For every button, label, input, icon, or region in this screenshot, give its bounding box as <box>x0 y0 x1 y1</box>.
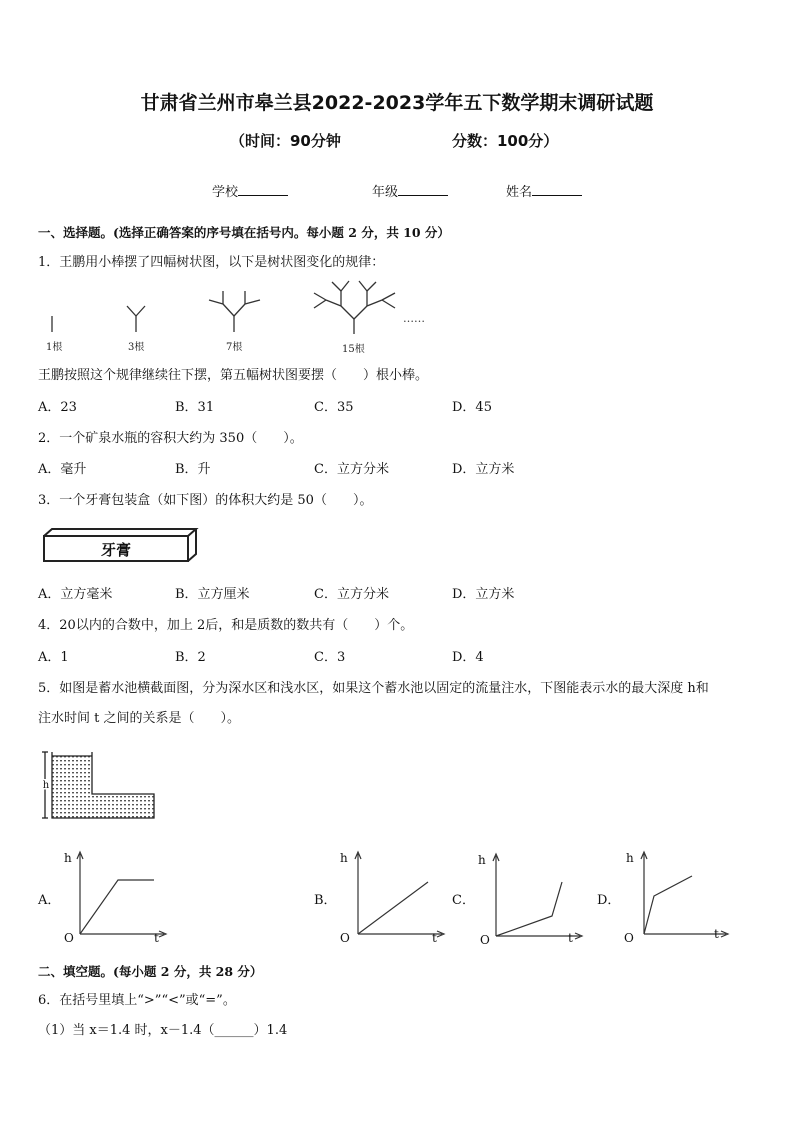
q4-option-a[interactable]: A．1 <box>38 650 69 665</box>
toothpaste-box-figure <box>40 526 202 566</box>
exam-title: 甘肃省兰州市皋兰县2022-2023学年五下数学期末调研试题 <box>140 92 654 114</box>
graph-b-origin: O <box>340 931 350 944</box>
exam-score: 分数：100分） <box>452 132 559 150</box>
q2-option-b[interactable]: B．升 <box>175 462 211 477</box>
section2-heading: 二、填空题。(每小题 2 分，共 28 分） <box>38 964 263 979</box>
q5-stem-line2: 注水时间 t 之间的关系是（ ）。 <box>38 711 240 726</box>
school-blank[interactable] <box>238 181 288 196</box>
q3-option-d[interactable]: D．立方米 <box>452 587 515 602</box>
q5-graph-d[interactable] <box>622 848 734 944</box>
graph-b-t-label: t <box>432 931 437 944</box>
q5-stem-line1: 5．如图是蓄水池横截面图，分为深水区和浅水区，如果这个蓄水池以固定的流量注水，下图能表示水的最大深度 h和 <box>38 681 709 696</box>
q3-option-c[interactable]: C．立方分米 <box>314 587 389 602</box>
graph-d-h-label: h <box>626 851 634 865</box>
tree4 <box>314 281 395 334</box>
q5-graph-c[interactable] <box>474 850 586 946</box>
q6-sub1[interactable]: （1）当 x＝1.4 时，x－1.4（______）1.4 <box>38 1023 288 1038</box>
q1-option-c[interactable]: C．35 <box>314 400 354 415</box>
tree-ellipsis: …… <box>403 312 425 325</box>
q6-stem: 6．在括号里填上“>”“<”或“=”。 <box>38 993 236 1008</box>
name-field[interactable] <box>506 181 582 200</box>
name-blank[interactable] <box>532 181 582 196</box>
q2-option-d[interactable]: D．立方米 <box>452 462 515 477</box>
q3-option-a[interactable]: A．立方毫米 <box>38 587 113 602</box>
tree2 <box>127 306 145 332</box>
graph-a-curve <box>80 880 154 934</box>
graph-d-t-label: t <box>714 927 719 941</box>
q4-option-b[interactable]: B．2 <box>175 650 206 665</box>
q1-question: 王鹏按照这个规律继续往下摆，第五幅树状图要摆（ ）根小棒。 <box>38 368 429 383</box>
q1-option-a[interactable]: A．23 <box>38 400 77 415</box>
grade-label: 年级 <box>372 185 399 200</box>
exam-time: （时间：90分钟 <box>230 132 341 150</box>
graph-a-t-label: t <box>154 931 159 944</box>
q1-option-d[interactable]: D．45 <box>452 400 492 415</box>
q5-option-c[interactable]: C． <box>452 893 475 908</box>
graph-d-curve <box>644 876 692 934</box>
q1-stem: 1．王鹏用小棒摆了四幅树状图，以下是树状图变化的规律： <box>38 255 385 270</box>
q5-option-a[interactable]: A． <box>38 893 61 908</box>
graph-a-origin: O <box>64 931 74 944</box>
graph-a-h-label: h <box>64 851 72 865</box>
tree3 <box>209 291 260 332</box>
school-label: 学校 <box>212 185 239 200</box>
school-field[interactable] <box>212 181 288 200</box>
tree-pattern-figure <box>38 280 458 358</box>
section1-heading: 一、选择题。(选择正确答案的序号填在括号内。每小题 2 分，共 10 分） <box>38 225 450 240</box>
graph-b-curve <box>358 882 428 934</box>
tree2-label: 3根 <box>128 342 145 353</box>
q4-stem: 4．20以内的合数中，加上 2后，和是质数的数共有（ ）个。 <box>38 618 414 633</box>
q3-stem: 3．一个牙膏包装盒（如下图）的体积大约是 50（ ）。 <box>38 493 373 508</box>
tree1-label: 1根 <box>46 342 63 353</box>
pool-water <box>52 756 154 818</box>
graph-b-h-label: h <box>340 851 348 865</box>
graph-d-origin: O <box>624 931 634 944</box>
q2-option-c[interactable]: C．立方分米 <box>314 462 389 477</box>
graph-c-curve <box>496 882 562 936</box>
q5-graph-a[interactable] <box>58 848 168 944</box>
q5-option-b[interactable]: B． <box>314 893 337 908</box>
q2-option-a[interactable]: A．毫升 <box>38 462 87 477</box>
tree4-label: 15根 <box>342 344 365 355</box>
name-label: 姓名 <box>506 185 533 200</box>
q3-option-b[interactable]: B．立方厘米 <box>175 587 250 602</box>
q4-option-c[interactable]: C．3 <box>314 650 346 665</box>
grade-field[interactable] <box>372 181 448 200</box>
q5-option-d[interactable]: D． <box>597 893 621 908</box>
q2-stem: 2．一个矿泉水瓶的容积大约为 350（ ）。 <box>38 431 303 446</box>
grade-blank[interactable] <box>398 181 448 196</box>
pool-h-label: h <box>42 780 50 791</box>
tree3-label: 7根 <box>226 342 243 353</box>
pool-cross-section-figure <box>40 748 160 822</box>
toothpaste-label: 牙膏 <box>100 541 132 559</box>
graph-c-t-label: t <box>568 931 573 945</box>
graph-c-origin: O <box>480 933 490 946</box>
q4-option-d[interactable]: D．4 <box>452 650 484 665</box>
q5-graph-b[interactable] <box>336 848 448 944</box>
graph-c-h-label: h <box>478 853 486 867</box>
q1-option-b[interactable]: B．31 <box>175 400 215 415</box>
